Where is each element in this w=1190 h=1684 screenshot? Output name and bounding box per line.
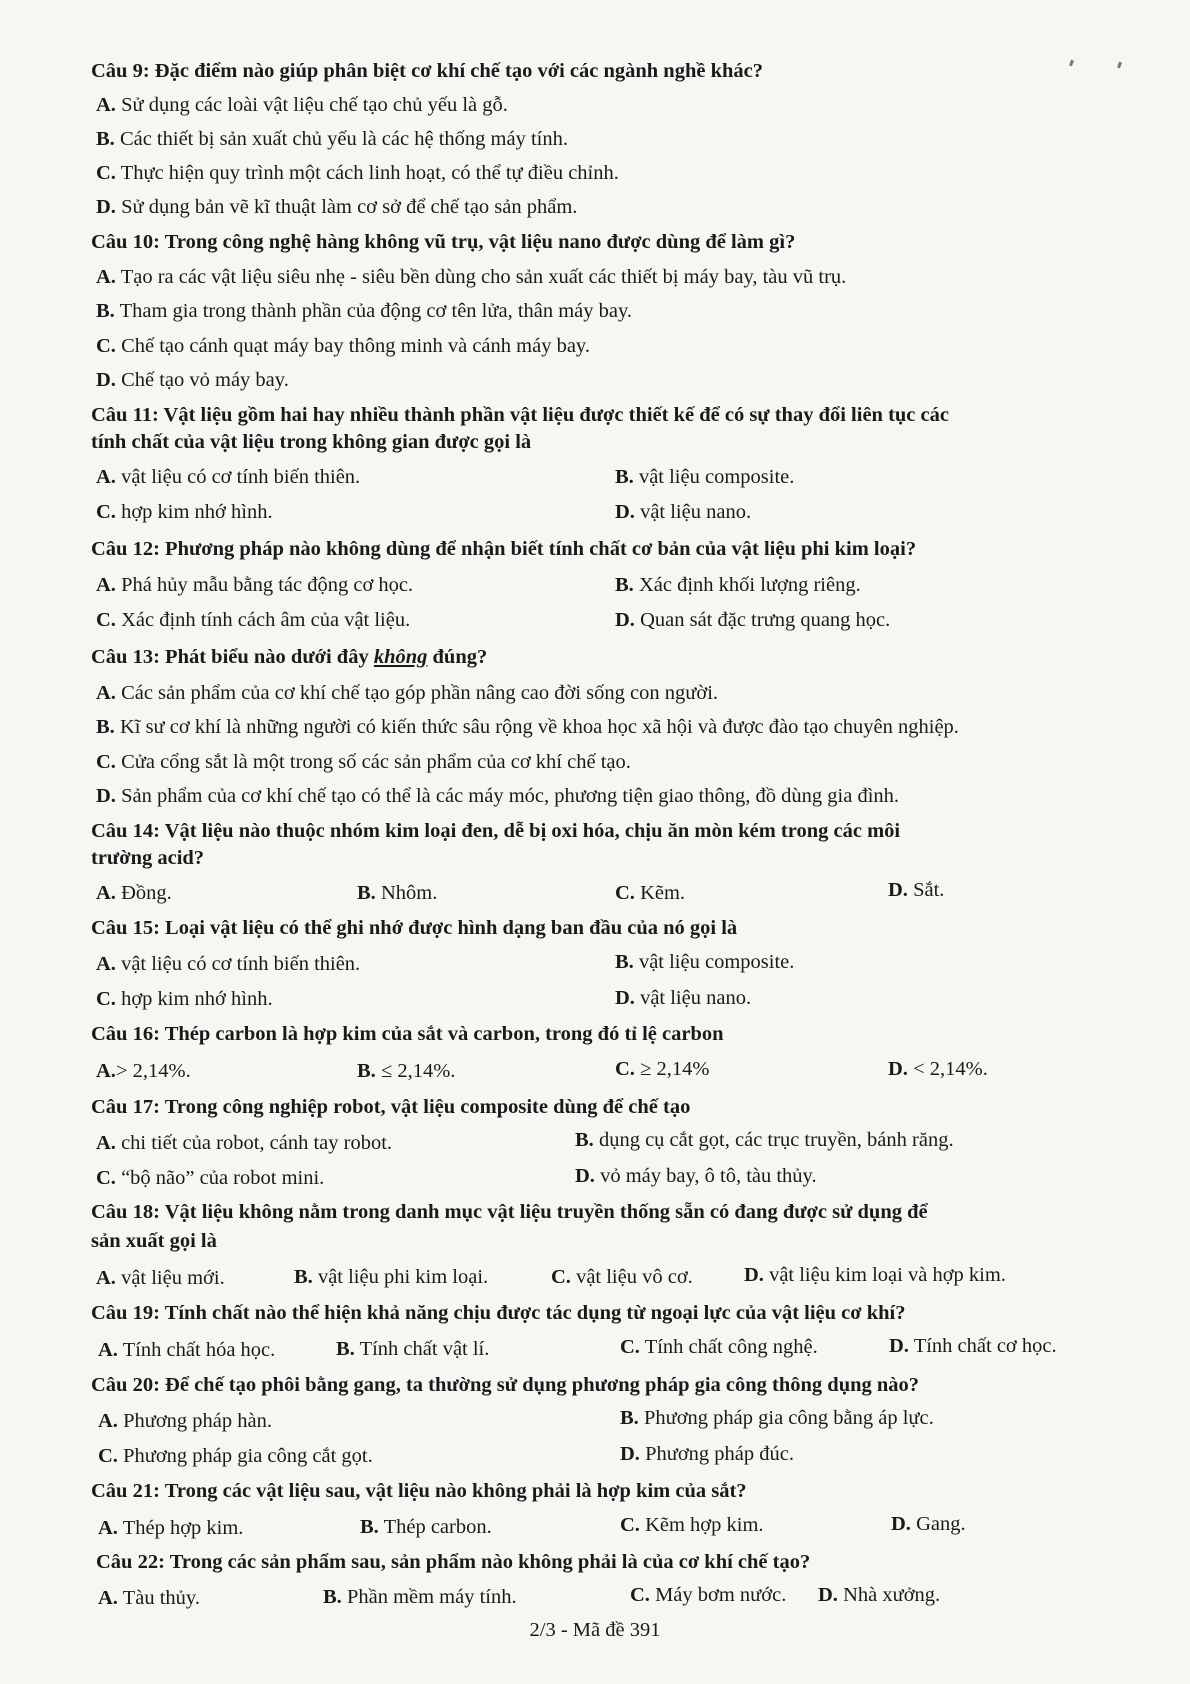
- option-text: Tham gia trong thành phần của động cơ tên lửa, thân máy bay.: [119, 300, 633, 322]
- option-label: D.: [889, 1335, 909, 1357]
- question-13: [91, 644, 487, 670]
- question-text-end: đúng?: [432, 646, 488, 668]
- question-number: Câu 10:: [91, 231, 160, 253]
- option-label: A.: [96, 574, 116, 596]
- option-text: Xác định tính cách âm của vật liệu.: [121, 609, 411, 631]
- option-text: Các thiết bị sản xuất chủ yếu là các hệ thống máy tính.: [119, 128, 568, 150]
- option-text: dụng cụ cắt gọt, các trục truyền, bánh răng.: [598, 1129, 954, 1151]
- option-label: C.: [96, 162, 116, 184]
- option-label: C.: [96, 501, 116, 523]
- option-label: A.: [98, 1517, 118, 1539]
- option-text: vật liệu có cơ tính biến thiên.: [121, 953, 361, 975]
- option-text: Sử dụng các loài vật liệu chế tạo chủ yếu là gỗ.: [121, 94, 508, 116]
- question-text: Trong các sản phẩm sau, sản phẩm nào không phải là của cơ khí chế tạo?: [169, 1551, 811, 1573]
- question-number: Câu 9:: [91, 60, 150, 82]
- option-10d: [96, 367, 289, 393]
- option-18b: [294, 1264, 488, 1290]
- option-21d: [891, 1511, 966, 1537]
- question-text: Vật liệu không nằm trong danh mục vật liệu truyền thống sẵn có đang được sử dụng để: [164, 1201, 928, 1223]
- option-label: D.: [96, 785, 116, 807]
- option-text: Phần mềm máy tính.: [346, 1586, 517, 1608]
- option-text: Đồng.: [121, 882, 172, 904]
- option-label: B.: [294, 1266, 313, 1288]
- question-text: Phương pháp nào không dùng để nhận biết tính chất cơ bản của vật liệu phi kim loại?: [165, 538, 917, 560]
- option-label: D.: [891, 1513, 911, 1535]
- question-number: Câu 14:: [91, 820, 160, 842]
- scan-speck: [1069, 60, 1074, 67]
- option-text: Sắt.: [913, 879, 945, 901]
- question-9: [91, 58, 763, 84]
- option-label: C.: [615, 1058, 635, 1080]
- option-text: Tạo ra các vật liệu siêu nhẹ - siêu bền dùng cho sản xuất các thiết bị máy bay, tàu vũ trụ.: [120, 266, 847, 288]
- question-10: [91, 229, 795, 255]
- option-12b: [615, 572, 861, 598]
- option-13d: [96, 783, 899, 809]
- option-11c: [96, 499, 273, 525]
- option-label: B.: [615, 951, 634, 973]
- option-22c: [630, 1582, 786, 1608]
- option-text: Tính chất hóa học.: [122, 1339, 276, 1361]
- question-18-cont: sản xuất gọi là: [91, 1230, 217, 1252]
- option-text: Các sản phẩm của cơ khí chế tạo góp phần nâng cao đời sống con người.: [121, 682, 719, 704]
- question-text: Vật liệu gồm hai hay nhiều thành phần vật liệu được thiết kế để có sự thay đổi liên tục các: [163, 404, 949, 426]
- option-label: B.: [357, 1060, 376, 1082]
- option-text: Gang.: [916, 1513, 966, 1535]
- option-text: Nhôm.: [380, 882, 438, 904]
- option-text: Xác định khối lượng riêng.: [638, 574, 861, 596]
- option-text: Phương pháp gia công cắt gọt.: [123, 1445, 373, 1467]
- option-15d: [615, 985, 751, 1011]
- option-20b: [620, 1405, 934, 1431]
- question-12: [91, 536, 916, 562]
- option-text: vật liệu kim loại và hợp kim.: [769, 1264, 1006, 1286]
- question-text: Vật liệu nào thuộc nhóm kim loại đen, dễ bị oxi hóa, chịu ăn mòn kém trong các môi: [164, 820, 901, 842]
- question-16: [91, 1021, 724, 1047]
- option-19a: [98, 1337, 275, 1363]
- option-text: vật liệu composite.: [638, 951, 795, 973]
- option-label: D.: [96, 369, 116, 391]
- option-label: A.: [96, 682, 116, 704]
- option-text: “bộ não” của robot mini.: [121, 1167, 325, 1189]
- option-text: hợp kim nhớ hình.: [121, 501, 273, 523]
- option-text: Kẽm hợp kim.: [645, 1514, 764, 1536]
- option-15c: [96, 986, 273, 1012]
- option-label: C.: [615, 882, 635, 904]
- option-label: C.: [620, 1514, 640, 1536]
- option-label: B.: [96, 716, 115, 738]
- option-label: C.: [96, 751, 116, 773]
- option-text: Phương pháp đúc.: [645, 1443, 794, 1465]
- option-label: D.: [575, 1165, 595, 1187]
- option-text: Kĩ sư cơ khí là những người có kiến thức sâu rộng về khoa học xã hội và được đào tạo chuyên nghiệp.: [119, 716, 959, 738]
- question-14-cont: trường acid?: [91, 847, 205, 869]
- option-text: Cửa cổng sắt là một trong số các sản phẩm của cơ khí chế tạo.: [121, 751, 631, 773]
- option-label: B.: [620, 1407, 639, 1429]
- question-text: Trong các vật liệu sau, vật liệu nào không phải là hợp kim của sắt?: [164, 1480, 747, 1502]
- option-label: D.: [888, 1058, 908, 1080]
- option-9d: [96, 194, 577, 220]
- page-footer: 2/3 - Mã đề 391: [529, 1619, 661, 1641]
- option-label: D.: [620, 1443, 640, 1465]
- option-19d: [889, 1333, 1057, 1359]
- option-22d: [818, 1582, 940, 1608]
- option-text: > 2,14%.: [115, 1060, 191, 1082]
- option-text: vật liệu composite.: [638, 466, 795, 488]
- option-label: B.: [96, 128, 115, 150]
- option-label: A.: [96, 1267, 116, 1289]
- option-text: Tàu thủy.: [122, 1587, 200, 1609]
- option-text: Sử dụng bản vẽ kĩ thuật làm cơ sở để chế tạo sản phẩm.: [121, 196, 578, 218]
- option-text: Chế tạo vỏ máy bay.: [121, 369, 289, 391]
- option-text: chi tiết của robot, cánh tay robot.: [121, 1132, 393, 1154]
- option-21b: [360, 1514, 492, 1540]
- option-label: D.: [818, 1584, 838, 1606]
- option-22a: [98, 1585, 200, 1611]
- question-number: Câu 20:: [91, 1374, 160, 1396]
- option-text: Tính chất cơ học.: [913, 1335, 1057, 1357]
- question-number: Câu 13:: [91, 646, 160, 668]
- option-text: hợp kim nhớ hình.: [121, 988, 273, 1010]
- option-10b: [96, 298, 632, 324]
- option-14b: [357, 880, 437, 906]
- option-20c: [98, 1443, 373, 1469]
- question-text: Trong công nghệ hàng không vũ trụ, vật liệu nano được dùng để làm gì?: [164, 231, 796, 253]
- option-label: D.: [615, 609, 635, 631]
- question-14: [91, 818, 900, 844]
- option-17c: [96, 1165, 324, 1191]
- option-9b: [96, 126, 568, 152]
- option-label: A.: [96, 953, 116, 975]
- option-label: C.: [96, 1167, 116, 1189]
- option-label: B.: [360, 1516, 379, 1538]
- option-text: Quan sát đặc trưng quang học.: [640, 609, 891, 631]
- option-text: vật liệu nano.: [640, 501, 752, 523]
- question-text: Tính chất nào thể hiện khả năng chịu được tác dụng từ ngoại lực của vật liệu cơ khí?: [164, 1302, 906, 1324]
- option-label: D.: [615, 501, 635, 523]
- scan-speck: [1117, 62, 1122, 69]
- question-11-cont: tính chất của vật liệu trong không gian được gọi là: [91, 431, 532, 453]
- option-15a: [96, 951, 360, 977]
- option-label: D.: [96, 196, 116, 218]
- question-number: Câu 11:: [91, 404, 159, 426]
- option-label: B.: [323, 1586, 342, 1608]
- option-label: C.: [96, 609, 116, 631]
- question-text: Đặc điểm nào giúp phân biệt cơ khí chế tạo với các ngành nghề khác?: [154, 60, 763, 82]
- question-20: [91, 1372, 919, 1398]
- option-text: vỏ máy bay, ô tô, tàu thủy.: [600, 1165, 817, 1187]
- option-text: Chế tạo cánh quạt máy bay thông minh và cánh máy bay.: [121, 335, 590, 357]
- option-20a: [98, 1408, 272, 1434]
- option-text: vật liệu vô cơ.: [576, 1266, 693, 1288]
- option-label: B.: [357, 882, 376, 904]
- question-number: Câu 16:: [91, 1023, 160, 1045]
- question-text: Thép carbon là hợp kim của sắt và carbon, trong đó tỉ lệ carbon: [164, 1023, 724, 1045]
- option-11b: [615, 464, 794, 490]
- option-text: Nhà xưởng.: [843, 1584, 941, 1606]
- question-number: Câu 17:: [91, 1096, 160, 1118]
- option-13b: [96, 714, 959, 740]
- option-18c: [551, 1264, 693, 1290]
- option-label: B.: [575, 1129, 594, 1151]
- emphasis-not: không: [373, 646, 428, 668]
- option-19b: [336, 1336, 489, 1362]
- option-16d: [888, 1056, 988, 1082]
- option-text: vật liệu có cơ tính biến thiên.: [121, 466, 361, 488]
- option-text: Phá hủy mẫu bằng tác động cơ học.: [121, 574, 414, 596]
- question-18: [91, 1199, 928, 1225]
- question-15: [91, 915, 737, 941]
- option-18d: [744, 1262, 1006, 1288]
- option-label: D.: [888, 879, 908, 901]
- question-text: Loại vật liệu có thể ghi nhớ được hình dạng ban đầu của nó gọi là: [165, 917, 738, 939]
- option-text: < 2,14%.: [913, 1058, 988, 1080]
- option-16b: [357, 1058, 455, 1084]
- option-text: Tính chất công nghệ.: [644, 1336, 818, 1358]
- option-text: Kẽm.: [640, 882, 686, 904]
- option-17a: [96, 1130, 392, 1156]
- question-17: [91, 1094, 690, 1120]
- option-18a: [96, 1265, 225, 1291]
- option-label: B.: [336, 1338, 355, 1360]
- option-17b: [575, 1127, 954, 1153]
- option-label: A.: [96, 466, 116, 488]
- option-label: B.: [96, 300, 115, 322]
- option-text: Phương pháp hàn.: [123, 1410, 272, 1432]
- question-text: Phát biểu nào dưới đây: [165, 646, 369, 668]
- option-17d: [575, 1163, 817, 1189]
- option-9a: [96, 92, 508, 118]
- option-text: ≥ 2,14%: [640, 1058, 710, 1080]
- option-15b: [615, 949, 794, 975]
- option-label: A.: [96, 1060, 116, 1082]
- option-label: C.: [630, 1584, 650, 1606]
- question-22: [96, 1549, 810, 1575]
- option-label: C.: [96, 988, 116, 1010]
- question-text: Trong công nghiệp robot, vật liệu composite dùng để chế tạo: [164, 1096, 691, 1118]
- option-14a: [96, 880, 172, 906]
- option-text: ≤ 2,14%.: [380, 1060, 456, 1082]
- option-13a: [96, 680, 718, 706]
- option-label: D.: [615, 987, 635, 1009]
- option-20d: [620, 1441, 794, 1467]
- question-11: [91, 402, 949, 428]
- question-number: Câu 22:: [96, 1551, 165, 1573]
- option-label: C.: [96, 335, 116, 357]
- question-number: Câu 18:: [91, 1201, 160, 1223]
- option-11d: [615, 499, 751, 525]
- option-label: A.: [98, 1410, 118, 1432]
- option-text: vật liệu nano.: [640, 987, 752, 1009]
- option-21a: [98, 1515, 243, 1541]
- option-label: A.: [98, 1339, 118, 1361]
- option-label: A.: [96, 266, 116, 288]
- option-14c: [615, 880, 685, 906]
- option-label: A.: [96, 1132, 116, 1154]
- question-number: Câu 15:: [91, 917, 160, 939]
- option-label: A.: [96, 882, 116, 904]
- option-text: vật liệu phi kim loại.: [317, 1266, 489, 1288]
- option-label: D.: [744, 1264, 764, 1286]
- option-label: C.: [551, 1266, 571, 1288]
- option-11a: [96, 464, 360, 490]
- option-text: Phương pháp gia công bằng áp lực.: [643, 1407, 934, 1429]
- option-10a: [96, 264, 846, 290]
- question-text: Để chế tạo phôi bằng gang, ta thường sử dụng phương pháp gia công thông dụng nào?: [165, 1374, 920, 1396]
- option-label: C.: [98, 1445, 118, 1467]
- option-text: Sản phẩm của cơ khí chế tạo có thể là các máy móc, phương tiện giao thông, đồ dùng gia đình.: [121, 785, 900, 807]
- option-label: A.: [98, 1587, 118, 1609]
- question-number: Câu 12:: [91, 538, 160, 560]
- option-14d: [888, 877, 944, 903]
- question-number: Câu 19:: [91, 1302, 160, 1324]
- option-text: Thép hợp kim.: [122, 1517, 244, 1539]
- option-16c: [615, 1056, 709, 1082]
- option-12c: [96, 607, 410, 633]
- option-16a: [96, 1058, 191, 1084]
- option-19c: [620, 1334, 818, 1360]
- option-13c: [96, 749, 631, 775]
- option-22b: [323, 1584, 517, 1610]
- option-21c: [620, 1512, 764, 1538]
- option-text: vật liệu mới.: [121, 1267, 225, 1289]
- option-text: Tính chất vật lí.: [359, 1338, 490, 1360]
- option-10c: [96, 333, 590, 359]
- option-label: B.: [615, 466, 634, 488]
- option-text: Thép carbon.: [383, 1516, 492, 1538]
- option-12a: [96, 572, 413, 598]
- option-label: A.: [96, 94, 116, 116]
- option-text: Máy bơm nước.: [655, 1584, 787, 1606]
- option-label: C.: [620, 1336, 640, 1358]
- question-21: [91, 1478, 747, 1504]
- option-12d: [615, 607, 890, 633]
- option-text: Thực hiện quy trình một cách linh hoạt, có thể tự điều chỉnh.: [120, 162, 619, 184]
- question-number: Câu 21:: [91, 1480, 160, 1502]
- option-label: B.: [615, 574, 634, 596]
- option-9c: [96, 160, 619, 186]
- question-19: [91, 1300, 905, 1326]
